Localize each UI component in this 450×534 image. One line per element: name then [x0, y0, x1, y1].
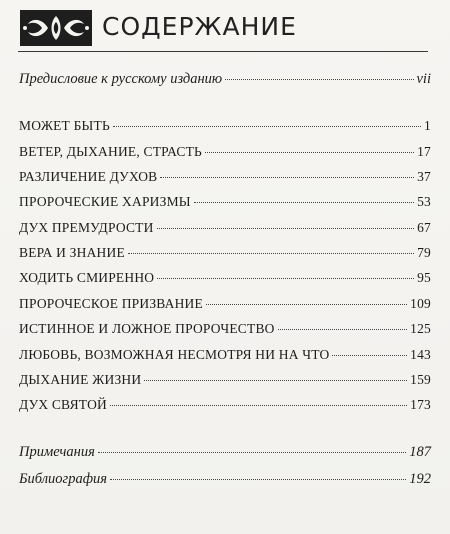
- dot-leader: [225, 79, 413, 80]
- toc-entry[interactable]: [19, 118, 431, 134]
- toc-page-number: 53: [417, 194, 431, 209]
- toc-page-number: 109: [410, 296, 431, 311]
- dot-leader: [144, 380, 407, 381]
- toc-entry[interactable]: [19, 270, 431, 286]
- toc-entry[interactable]: [19, 321, 431, 337]
- toc-entry-label: ДЫХАНИЕ ЖИЗНИ: [19, 372, 142, 387]
- toc-page-number: 159: [410, 372, 431, 387]
- dot-leader: [278, 329, 408, 330]
- toc-entry-label: МОЖЕТ БЫТЬ: [19, 118, 110, 133]
- ornamental-flourish-icon: [20, 10, 92, 46]
- toc-page-number: 1: [424, 118, 431, 133]
- toc-entry[interactable]: [19, 169, 431, 185]
- toc-entry[interactable]: [19, 296, 431, 312]
- dot-leader: [110, 405, 407, 406]
- toc-page-number: vii: [416, 71, 431, 87]
- toc-page-number: 173: [410, 397, 431, 412]
- dot-leader: [157, 228, 415, 229]
- title-rule: [18, 51, 428, 52]
- dot-leader: [206, 304, 407, 305]
- page-title: СОДЕРЖАНИЕ: [102, 12, 297, 41]
- toc-page-number: 79: [417, 245, 431, 260]
- contents-header: [18, 8, 428, 48]
- dot-leader: [110, 479, 406, 480]
- toc-entry[interactable]: [19, 144, 431, 160]
- dot-leader: [157, 278, 414, 279]
- toc-entry[interactable]: [19, 220, 431, 236]
- dot-leader: [113, 126, 421, 127]
- dot-leader: [205, 152, 414, 153]
- toc-entry-label: Предисловие к русскому изданию: [19, 71, 223, 87]
- toc-entry[interactable]: [19, 372, 431, 388]
- toc-entry-label: ВЕТЕР, ДЫХАНИЕ, СТРАСТЬ: [19, 144, 203, 159]
- toc-entry-bibliography[interactable]: [19, 471, 431, 488]
- toc-page-number: 143: [410, 347, 431, 362]
- toc-page-number: 37: [417, 169, 431, 184]
- toc-entry-notes[interactable]: [19, 444, 431, 461]
- dot-leader: [194, 202, 414, 203]
- toc-entry-label: ХОДИТЬ СМИРЕННО: [19, 270, 155, 285]
- toc-entry-preface[interactable]: [19, 71, 431, 88]
- toc-entry-label: Библиография: [19, 471, 107, 487]
- toc-page-number: 125: [410, 321, 431, 336]
- toc-entry-label: ПРОРОЧЕСКИЕ ХАРИЗМЫ: [19, 194, 191, 209]
- toc-page-number: 67: [417, 220, 431, 235]
- toc-entry[interactable]: [19, 347, 431, 363]
- toc-entry-label: ВЕРА И ЗНАНИЕ: [19, 245, 125, 260]
- toc-entry[interactable]: [19, 397, 431, 413]
- toc-entry[interactable]: [19, 245, 431, 261]
- toc-page-number: 187: [409, 444, 431, 460]
- toc-entry[interactable]: [19, 194, 431, 210]
- dot-leader: [160, 177, 414, 178]
- toc-page-number: 192: [409, 471, 431, 487]
- toc-entry-label: ДУХ ПРЕМУДРОСТИ: [19, 220, 154, 235]
- dot-leader: [98, 452, 406, 453]
- toc-entry-label: Примечания: [19, 444, 95, 460]
- toc-page-number: 17: [417, 144, 431, 159]
- toc-entry-label: ИСТИННОЕ И ЛОЖНОЕ ПРОРОЧЕСТВО: [19, 321, 275, 336]
- toc-entry-label: РАЗЛИЧЕНИЕ ДУХОВ: [19, 169, 158, 184]
- toc-page-number: 95: [417, 270, 431, 285]
- dot-leader: [332, 355, 407, 356]
- toc-entry-label: ДУХ СВЯТОЙ: [19, 397, 107, 412]
- toc-entry-label: ЛЮБОВЬ, ВОЗМОЖНАЯ НЕСМОТРЯ НИ НА ЧТО: [19, 347, 330, 362]
- toc-entry-label: ПРОРОЧЕСКОЕ ПРИЗВАНИЕ: [19, 296, 203, 311]
- dot-leader: [128, 253, 414, 254]
